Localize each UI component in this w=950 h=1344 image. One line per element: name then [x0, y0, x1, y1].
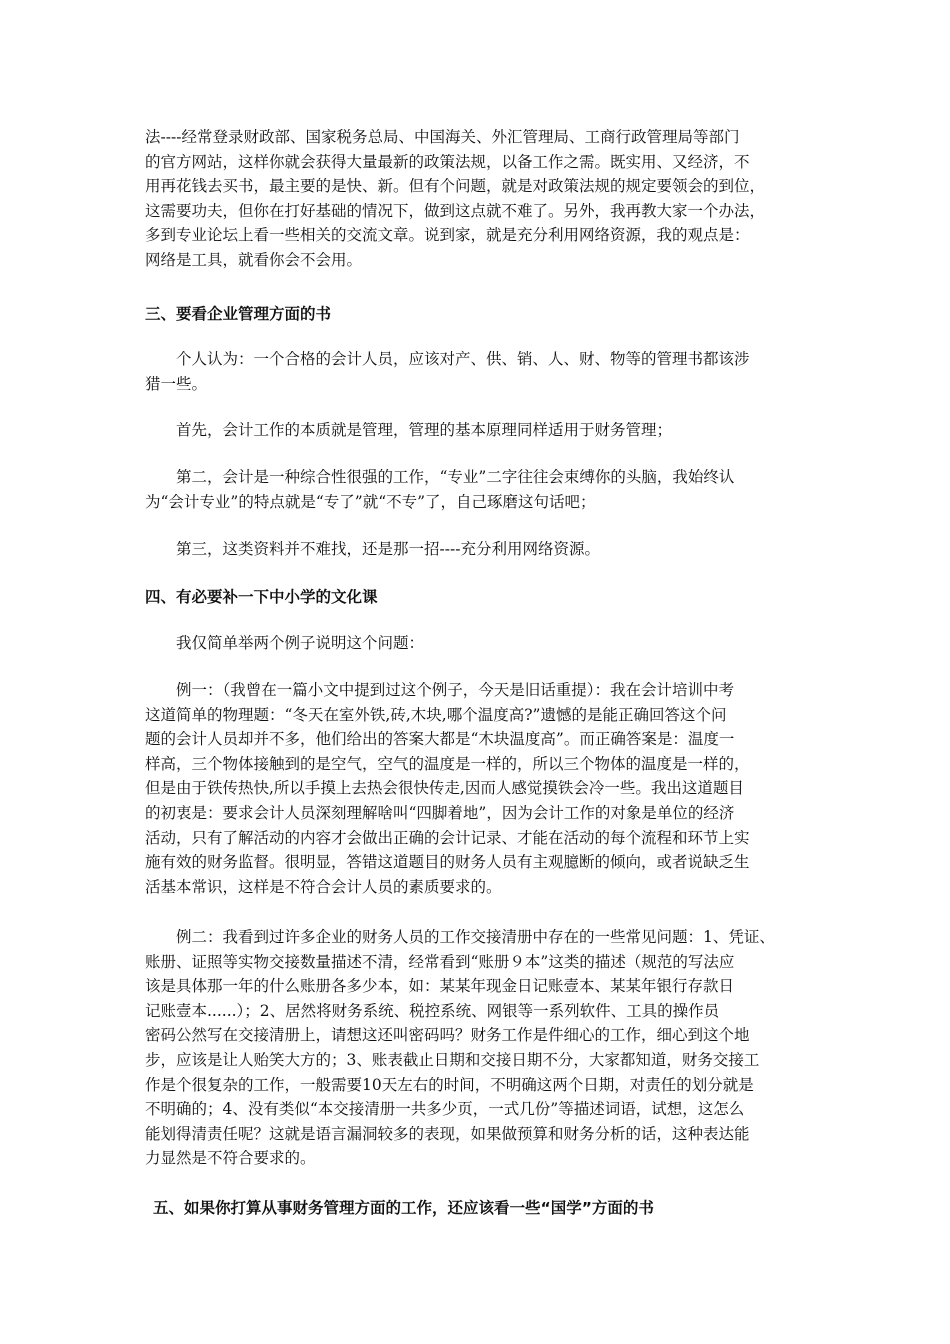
- paragraph-third: [145, 537, 825, 562]
- text-line: 用再花钱去买书，最主要的是快、新。但有个问题，就是对政策法规的规定要领会的到位，: [145, 177, 766, 196]
- paragraph-first: [145, 418, 825, 443]
- text-line: 密码公然写在交接清册上，请想这还叫密码吗？财务工作是件细心的工作，细心到这个地: [145, 1026, 750, 1045]
- text-line: 但是由于铁传热快,所以手摸上去热会很快传走,因而人感觉摸铁会冷一些。我出这道题目: [145, 779, 744, 798]
- text-line: 样高，三个物体接触到的是空气，空气的温度是一样的，所以三个物体的温度是一样的，: [145, 754, 750, 773]
- text-line: 这道简单的物理题：“冬天在室外铁,砖,木块,哪个温度高?”遗憾的是能正确回答这个问: [145, 705, 727, 724]
- text-line: 步，应该是让人贻笑大方的；3、账表截止日期和交接日期不分，大家都知道，财务交接工: [145, 1050, 760, 1069]
- text-line: 账册、证照等实物交接数量描述不清，经常看到“账册９本”这类的描述（规范的写法应: [145, 952, 735, 971]
- text-line: 不明确的；4、没有类似“本交接清册一共多少页，一式几份”等描述词语，试想，这怎么: [145, 1100, 745, 1119]
- text-line: 第三，这类资料并不难找，还是那一招----充分利用网络资源。: [176, 540, 600, 558]
- paragraph-second: [145, 465, 825, 514]
- paragraph-management-books: [145, 347, 825, 396]
- text-line: 作是个很复杂的工作，一般需要10天左右的时间，不明确这两个日期，对责任的划分就是: [145, 1075, 754, 1094]
- text-line: 多到专业论坛上看一些相关的交流文章。说到家，就是充分利用网络资源，我的观点是：: [145, 226, 750, 245]
- text-line: 为“会计专业”的特点就是“专了”就“不专”了，自己琢磨这句话吧；: [145, 492, 596, 511]
- text-line: 网络是工具，就看你会不会用。: [145, 250, 363, 269]
- paragraph-intro-examples: [145, 631, 825, 656]
- text-line: 我仅简单举两个例子说明这个问题：: [176, 634, 425, 652]
- text-line: 第二，会计是一种综合性很强的工作，“专业”二字往往会束缚你的头脑，我始终认: [176, 468, 735, 486]
- text-line: 能划得清责任呢？这就是语言漏洞较多的表现，如果做预算和财务分析的话，这种表达能: [145, 1124, 750, 1143]
- text-line: 记账壹本......）；2、居然将财务系统、税控系统、网银等一系列软件、工具的操作员: [145, 1001, 720, 1020]
- paragraph-example-two: [145, 925, 825, 1171]
- text-line: 个人认为：一个合格的会计人员，应该对产、供、销、人、财、物等的管理书都该涉: [176, 350, 750, 368]
- text-line: 例一：（我曾在一篇小文中提到过这个例子，今天是旧话重提）：我在会计培训中考: [176, 681, 735, 699]
- section-heading-5: 五、如果你打算从事财务管理方面的工作，还应该看一些“国学”方面的书: [153, 1199, 654, 1217]
- paragraph-example-one: [145, 678, 825, 899]
- text-line: 例二：我看到过许多企业的财务人员的工作交接清册中存在的一些常见问题：1、凭证、: [176, 928, 775, 946]
- text-line: 的官方网站，这样你就会获得大量最新的政策法规，以备工作之需。既实用、又经济，不: [145, 152, 750, 171]
- section-heading-4: 四、有必要补一下中小学的文化课: [145, 588, 378, 606]
- text-line: 猎一些。: [145, 374, 208, 393]
- text-line: 该是具体那一年的什么账册各多少本，如：某某年现金日记账壹本、某某年银行存款日: [145, 977, 735, 996]
- text-line: 施有效的财务监督。很明显，答错这道题目的财务人员有主观臆断的倾向，或者说缺乏生: [145, 853, 750, 872]
- text-line: 法----经常登录财政部、国家税务总局、中国海关、外汇管理局、工商行政管理局等部门: [145, 128, 740, 146]
- section-heading-3: 三、要看企业管理方面的书: [145, 305, 332, 323]
- text-line: 活动，只有了解活动的内容才会做出正确的会计记录、才能在活动的每个流程和环节上实: [145, 828, 750, 847]
- paragraph-policy-websites: [145, 125, 825, 273]
- text-line: 题的会计人员却并不多，他们给出的答案大都是“木块温度高”。而正确答案是：温度一: [145, 730, 735, 749]
- text-line: 的初衷是：要求会计人员深刻理解啥叫“四脚着地”，因为会计工作的对象是单位的经济: [145, 803, 735, 822]
- text-line: 活基本常识，这样是不符合会计人员的素质要求的。: [145, 877, 502, 896]
- text-line: 首先，会计工作的本质就是管理，管理的基本原理同样适用于财务管理；: [176, 421, 673, 439]
- text-line: 力显然是不符合要求的。: [145, 1149, 316, 1168]
- text-line: 这需要功夫，但你在打好基础的情况下，做到这点就不难了。另外，我再教大家一个办法，: [145, 201, 766, 220]
